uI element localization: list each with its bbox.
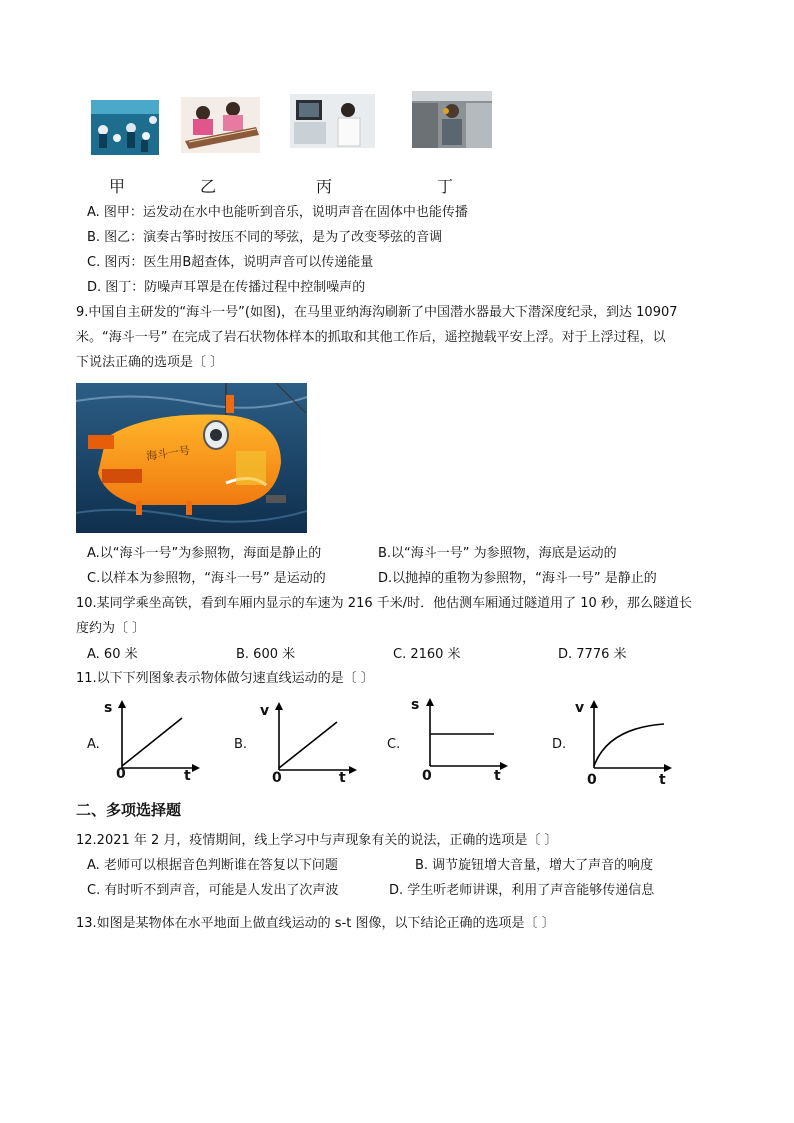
graph-a-x-label: t — [184, 768, 191, 784]
graph-b-label: B. — [234, 737, 248, 752]
graph-d-label: D. — [552, 737, 567, 752]
q8-option-b: B. 图乙：演奏古筝时按压不同的琴弦，是为了改变琴弦的音调 — [87, 230, 443, 245]
graph-d-y-label: v — [575, 700, 585, 716]
section-heading-multi-choice: 二、多项选择题 — [76, 801, 182, 819]
q12-option-d: D. 学生听老师讲课，利用了声音能够传递信息 — [389, 883, 655, 898]
q10-option-c: C. 2160 米 — [393, 647, 461, 662]
caption-yi: 乙 — [200, 177, 217, 196]
graph-d-curve — [594, 724, 664, 766]
q10-option-a: A. 60 米 — [87, 647, 138, 662]
q8-option-d: D. 图丁：防噪声耳罩是在传播过程中控制噪声的 — [87, 280, 366, 295]
graph-a-label: A. — [87, 737, 100, 752]
q11-stem: 11.以下下列图象表示物体做匀速直线运动的是〔 〕 — [76, 671, 374, 686]
graph-b-origin: 0 — [272, 770, 282, 786]
q13-stem: 13.如图是某物体在水平地面上做直线运动的 s-t 图像，以下结论正确的选项是〔 〕 — [76, 916, 555, 931]
q12-stem: 12.2021 年 2 月，疫情期间，线上学习中与声现象有关的说法，正确的选项是〔 〕 — [76, 833, 558, 848]
q9-stem-line1: 9.中国自主研发的“海斗一号”(如图)，在马里亚纳海沟刷新了中国潜水器最大下潜深度纪录，到达 10907 — [76, 305, 678, 320]
q9-stem-line2: 米。“海斗一号” 在完成了岩石状物体样本的抓取和其他工作后，遥控抛载平安上浮。对于上浮过程，以 — [76, 330, 666, 345]
caption-ding: 丁 — [437, 177, 454, 196]
q10-option-b: B. 600 米 — [236, 647, 296, 662]
graph-a-origin: 0 — [116, 766, 126, 782]
q12-option-c: C. 有时听不到声音，可能是人发出了次声波 — [87, 883, 339, 898]
graph-d-origin: 0 — [587, 772, 597, 788]
caption-bing: 丙 — [316, 177, 333, 196]
graph-b-x-label: t — [339, 770, 346, 786]
q9-option-c: C.以样本为参照物，“海斗一号” 是运动的 — [87, 571, 326, 586]
q9-option-a: A.以“海斗一号”为参照物，海面是静止的 — [87, 546, 322, 561]
q9-option-b: B.以“海斗一号” 为参照物，海底是运动的 — [378, 546, 617, 561]
graph-b-y-label: v — [260, 703, 270, 719]
q10-stem-line1: 10.某同学乘坐高铁，看到车厢内显示的车速为 216 千米/时．他估测车厢通过隧道用了 10 秒，那么隧道长 — [76, 596, 692, 611]
graph-a-y-label: s — [104, 700, 113, 716]
caption-jia: 甲 — [109, 177, 126, 196]
q12-option-b: B. 调节旋钮增大音量，增大了声音的响度 — [415, 858, 654, 873]
graph-d-x-label: t — [659, 772, 666, 788]
submersible-hull-label: 海斗一号 — [145, 443, 191, 463]
photo-ding-earmuffs — [412, 91, 492, 148]
graph-a-curve — [122, 718, 182, 766]
q8-option-c: C. 图丙：医生用B超查体，说明声音可以传递能量 — [87, 255, 374, 270]
q10-option-d: D. 7776 米 — [558, 647, 627, 662]
q9-stem-line3: 下说法正确的选项是〔 〕 — [76, 355, 224, 370]
graph-b-curve — [279, 722, 337, 768]
graph-c-origin: 0 — [422, 768, 432, 784]
graph-c-y-label: s — [411, 697, 420, 713]
q8-option-a: A. 图甲：运发动在水中也能听到音乐，说明声音在固体中也能传播 — [87, 205, 468, 220]
photo-jia-underwater — [91, 100, 159, 155]
graph-c-label: C. — [387, 737, 401, 752]
graph-c-x-label: t — [494, 768, 501, 784]
q9-option-d: D.以抛掉的重物为参照物，“海斗一号” 是静止的 — [378, 571, 657, 586]
photo-bing-ultrasound — [290, 94, 375, 148]
photo-yi-guzheng — [181, 97, 260, 153]
q10-stem-line2: 度约为〔 〕 — [76, 621, 146, 636]
q12-option-a: A. 老师可以根据音色判断谁在答复以下问题 — [87, 858, 338, 873]
photo-submersible — [76, 383, 307, 533]
